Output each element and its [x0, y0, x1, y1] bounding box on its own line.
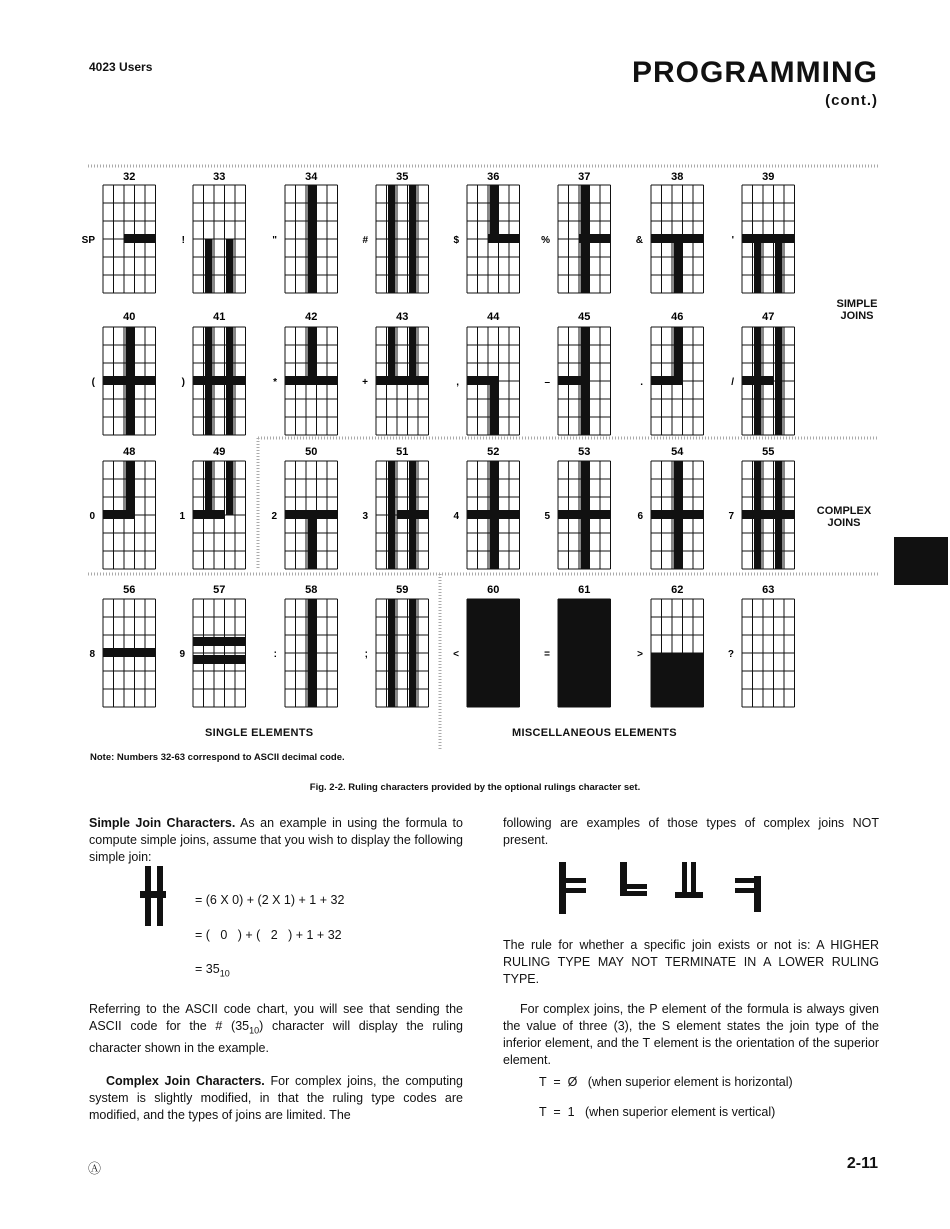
complex-joins-label-line1: COMPLEX — [816, 505, 872, 517]
hash-join-example-icon — [138, 866, 172, 926]
char-symbol-label: / — [731, 377, 734, 388]
ruling-char-47 — [731, 311, 794, 435]
char-symbol-label: . — [640, 377, 643, 388]
rule-paragraph — [503, 937, 879, 988]
referring-text-2: ) character will display the ruling character shown in the example. — [89, 1019, 463, 1055]
char-code-label: 60 — [487, 584, 500, 596]
p-element-paragraph — [503, 1001, 879, 1069]
complex-join-paragraph — [89, 1073, 463, 1124]
page-number: 2-11 — [846, 1155, 878, 1172]
ruling-char-42 — [273, 311, 337, 435]
t-one-line: T = 1 (when superior element is vertical) — [539, 1105, 776, 1119]
char-code-label: 51 — [396, 446, 409, 458]
char-code-label: 46 — [671, 311, 684, 323]
complex-joins-label — [808, 505, 880, 529]
referring-paragraph — [89, 1001, 463, 1057]
ruling-char-55 — [728, 446, 794, 569]
ruling-char-38 — [636, 171, 704, 293]
char-code-label: 49 — [213, 446, 226, 458]
ruling-char-62 — [637, 584, 703, 707]
char-code-label: 32 — [123, 171, 136, 183]
char-symbol-label: 2 — [271, 511, 277, 522]
char-symbol-label: # — [362, 235, 368, 246]
char-symbol-label: 8 — [89, 649, 95, 660]
char-symbol-label: ( — [91, 377, 95, 388]
simple-join-paragraph — [89, 815, 463, 866]
char-symbol-label: 4 — [453, 511, 459, 522]
ruling-char-41 — [182, 311, 246, 435]
char-code-label: 48 — [123, 446, 136, 458]
char-code-label: 33 — [213, 171, 226, 183]
ruling-char-32 — [82, 171, 156, 293]
complex-join-heading: Complex Join Characters. — [106, 1074, 265, 1088]
ruling-char-37 — [541, 171, 610, 293]
char-symbol-label: 6 — [637, 511, 643, 522]
char-symbol-label: % — [541, 235, 550, 246]
non-present-joins-examples-icon — [555, 858, 785, 918]
p-element-text: For complex joins, the P element of the formula is always given the value of three (3), the S element states the join type of the inferior element, and the T element is the orientation of the superior element. — [503, 1002, 879, 1067]
ruling-char-61 — [544, 584, 610, 707]
complex-join-text: For complex joins, the computing system is slightly modified, in that the ruling type codes are modified, and the types of joins are limited. The — [89, 1074, 464, 1122]
char-code-label: 61 — [578, 584, 591, 596]
publisher-mark: Ⓐ — [88, 1161, 102, 1176]
char-code-label: 45 — [578, 311, 591, 323]
char-code-label: 42 — [305, 311, 318, 323]
char-code-label: 52 — [487, 446, 500, 458]
rule-text: The rule for whether a specific join exists or not is: A HIGHER RULING TYPE MAY NOT TERMINATE IN A LOWER RULING TYPE. — [503, 938, 879, 986]
char-code-label: 56 — [123, 584, 136, 596]
ruling-char-59 — [365, 584, 429, 707]
char-symbol-label: 9 — [179, 649, 185, 660]
ruling-char-52 — [453, 446, 519, 569]
ruling-char-46 — [640, 311, 703, 435]
ruling-char-33 — [182, 171, 246, 293]
ruling-char-44 — [456, 311, 519, 435]
figure-note: Note: Numbers 32-63 correspond to ASCII decimal code. — [90, 752, 345, 763]
ruling-char-53 — [544, 446, 610, 569]
simple-join-heading: Simple Join Characters. — [89, 816, 236, 830]
ruling-char-35 — [362, 171, 428, 293]
ruling-char-54 — [637, 446, 703, 569]
ruling-char-34 — [272, 171, 337, 293]
char-code-label: 58 — [305, 584, 318, 596]
equation-line-3 — [195, 962, 230, 979]
char-code-label: 44 — [487, 311, 500, 323]
char-symbol-label: – — [544, 377, 550, 388]
char-symbol-label: 5 — [544, 511, 550, 522]
equation-line-2: = ( 0 ) + ( 2 ) + 1 + 32 — [195, 928, 342, 942]
ruling-char-60 — [453, 584, 519, 707]
equation-line-1: = (6 X 0) + (2 X 1) + 1 + 32 — [195, 893, 345, 907]
ruling-char-40 — [92, 311, 156, 435]
char-code-label: 41 — [213, 311, 226, 323]
ruling-char-36 — [453, 171, 519, 293]
equation-result-base: 10 — [219, 968, 230, 979]
char-symbol-label: ! — [181, 235, 185, 246]
char-symbol-label: ; — [364, 649, 368, 660]
char-code-label: 38 — [671, 171, 684, 183]
simple-joins-label — [822, 298, 892, 322]
simple-join-text: As an example in using the formula to compute simple joins, assume that you wish to display the following simple join: — [89, 816, 463, 864]
ruling-char-63 — [728, 584, 795, 707]
char-symbol-label: 1 — [179, 511, 185, 522]
char-symbol-label: * — [273, 377, 277, 388]
char-symbol-label: < — [453, 649, 459, 660]
char-code-label: 37 — [578, 171, 591, 183]
char-code-label: 59 — [396, 584, 409, 596]
misc-elements-label: MISCELLANEOUS ELEMENTS — [512, 727, 677, 739]
char-code-label: 34 — [305, 171, 318, 183]
char-code-label: 39 — [762, 171, 775, 183]
simple-joins-label-line2: JOINS — [840, 310, 874, 322]
char-code-label: 63 — [762, 584, 775, 596]
page-title: PROGRAMMING — [632, 56, 878, 89]
equation-result: = 35 — [195, 962, 220, 976]
char-symbol-label: > — [637, 649, 643, 660]
char-symbol-label: SP — [81, 235, 95, 246]
char-symbol-label: 7 — [728, 511, 734, 522]
char-code-label: 55 — [762, 446, 775, 458]
ruling-char-58 — [274, 584, 338, 707]
char-symbol-label: $ — [453, 235, 459, 246]
referring-text-1: Referring to the ASCII code chart, you will see that sending the ASCII code for the # (35 — [89, 1002, 463, 1033]
char-symbol-label: " — [272, 235, 277, 246]
following-paragraph — [503, 815, 879, 849]
referring-base: 10 — [249, 1025, 260, 1036]
ruling-char-48 — [89, 446, 155, 569]
char-code-label: 53 — [578, 446, 591, 458]
complex-joins-label-line2: JOINS — [827, 517, 861, 529]
char-symbol-label: ) — [181, 377, 185, 388]
char-symbol-label: = — [544, 649, 550, 660]
ruling-char-43 — [362, 311, 428, 435]
section-tab-marker — [894, 537, 948, 585]
char-symbol-label: , — [456, 377, 459, 388]
char-code-label: 50 — [305, 446, 318, 458]
following-text: following are examples of those types of complex joins NOT present. — [503, 816, 879, 847]
ruling-char-56 — [89, 584, 155, 707]
char-code-label: 54 — [671, 446, 684, 458]
single-elements-label: SINGLE ELEMENTS — [205, 727, 314, 739]
ruling-char-50 — [271, 446, 337, 569]
char-code-label: 47 — [762, 311, 775, 323]
ruling-char-45 — [544, 311, 610, 435]
char-symbol-label: 0 — [89, 511, 95, 522]
t-zero-line: T = Ø (when superior element is horizontal) — [539, 1075, 793, 1089]
char-symbol-label: ' — [731, 235, 734, 246]
simple-joins-label-line1: SIMPLE — [836, 298, 878, 310]
ruling-char-51 — [362, 446, 428, 569]
char-code-label: 36 — [487, 171, 500, 183]
char-symbol-label: ? — [727, 649, 734, 660]
char-symbol-label: + — [362, 377, 368, 388]
char-code-label: 35 — [396, 171, 409, 183]
manual-name: 4023 Users — [89, 60, 153, 74]
char-code-label: 43 — [396, 311, 409, 323]
char-symbol-label: : — [273, 649, 277, 660]
char-code-label: 40 — [123, 311, 136, 323]
char-symbol-label: & — [635, 235, 643, 246]
char-symbol-label: 3 — [362, 511, 368, 522]
ruling-char-49 — [179, 446, 245, 569]
char-code-label: 62 — [671, 584, 684, 596]
ruling-char-57 — [179, 584, 245, 707]
figure-caption: Fig. 2-2. Ruling characters provided by the optional rulings character set. — [309, 782, 641, 793]
char-code-label: 57 — [213, 584, 226, 596]
page-title-cont: (cont.) — [825, 92, 878, 109]
ruling-char-39 — [732, 171, 795, 293]
